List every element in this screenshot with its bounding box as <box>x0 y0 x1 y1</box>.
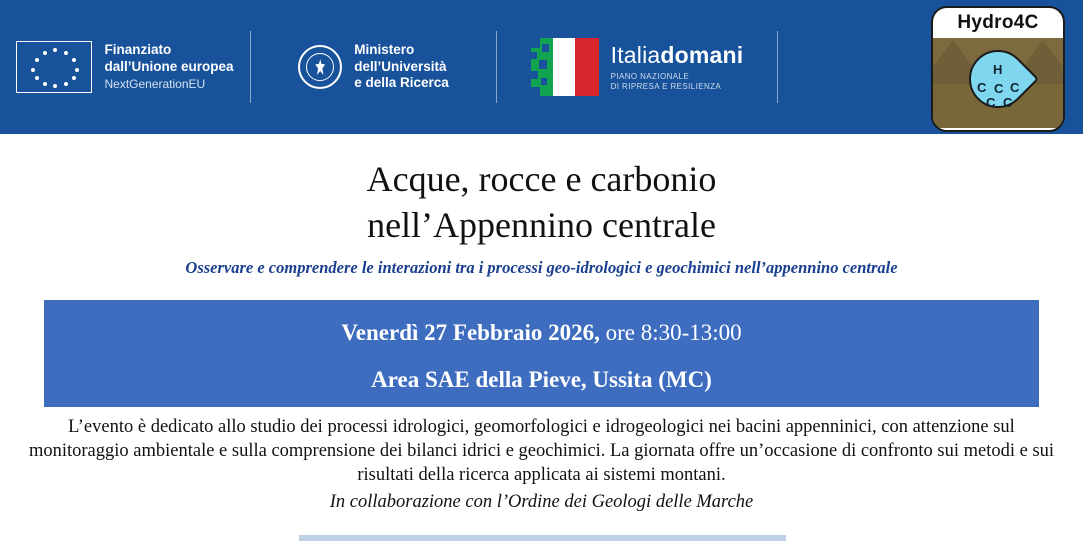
hydro4c-logo-title: Hydro4C <box>957 12 1039 33</box>
italiadomani-name-light: Italia <box>610 42 661 68</box>
ministry-logo <box>251 0 496 134</box>
funding-banner <box>0 0 1083 134</box>
hydro4c-project-logo <box>931 6 1065 132</box>
event-description <box>22 415 1062 515</box>
eu-logo-line1: Finanziato <box>104 42 172 58</box>
page-title-line1: Acque, rocce e carbonio <box>366 159 717 199</box>
italian-republic-emblem-icon <box>298 45 342 89</box>
ministry-line1: Ministero <box>354 41 415 57</box>
ministry-line3: e della Ricerca <box>354 75 449 91</box>
italiadomani-name <box>611 42 744 69</box>
hydro4c-letter-h: H <box>993 62 1003 77</box>
hydro4c-letter-c1: C <box>977 80 987 95</box>
collaboration-note: In collaborazione con l’Ordine dei Geologi delle Marche <box>329 491 754 512</box>
page-title <box>0 156 1083 248</box>
water-drop-mountains-icon <box>933 38 1063 128</box>
hydro4c-letter-c4: C <box>986 95 996 110</box>
italiadomani-logo <box>497 0 777 134</box>
italiadomani-name-bold: domani <box>660 42 744 68</box>
logo-divider <box>496 31 497 103</box>
hydro4c-letter-c2: C <box>994 81 1004 96</box>
hydro4c-letter-c3: C <box>1010 80 1020 95</box>
ministry-line2: dell’Università <box>354 58 447 74</box>
event-details-band <box>44 300 1039 407</box>
event-date: Venerdì 27 Febbraio 2026, <box>341 320 600 346</box>
event-datetime <box>54 316 1029 351</box>
logo-divider <box>250 31 251 103</box>
italiadomani-sub1: PIANO NAZIONALE <box>610 72 690 81</box>
logo-divider <box>777 31 778 103</box>
italy-flag-icon <box>531 38 599 96</box>
eu-funding-logo <box>0 0 250 134</box>
next-section-peek <box>299 535 786 541</box>
eu-flag-icon <box>16 41 92 93</box>
eu-logo-line2: dall’Unione europea <box>104 58 234 74</box>
italiadomani-sub2: DI RIPRESA E RESILIENZA <box>610 82 722 91</box>
title-block <box>0 156 1083 278</box>
hydro4c-logo-letters <box>969 50 1027 112</box>
page-subtitle: Osservare e comprendere le interazioni tra i processi geo-idrologici e geochimici nell’appennino centrale <box>185 258 898 278</box>
description-paragraph: L’evento è dedicato allo studio dei processi idrologici, geomorfologici e idrogeologici nei bacini appenninici, con attenzione sul monitoraggio ambientale e sulla comprensione dei bilanci idrici e geochimici. La giornata offre un’occasione di confronto sui metodi e sui risultati della ricerca applicata ai sistemi montani. <box>28 416 1055 486</box>
event-time: ore 8:30-13:00 <box>599 320 742 346</box>
hydro4c-letter-c5: C <box>1003 95 1013 110</box>
eu-logo-line3: NextGenerationEU <box>104 77 206 92</box>
event-location: Area SAE della Pieve, Ussita (MC) <box>371 366 712 392</box>
page-title-line2: nell’Appennino centrale <box>367 205 716 246</box>
funding-logo-row <box>0 0 1083 134</box>
